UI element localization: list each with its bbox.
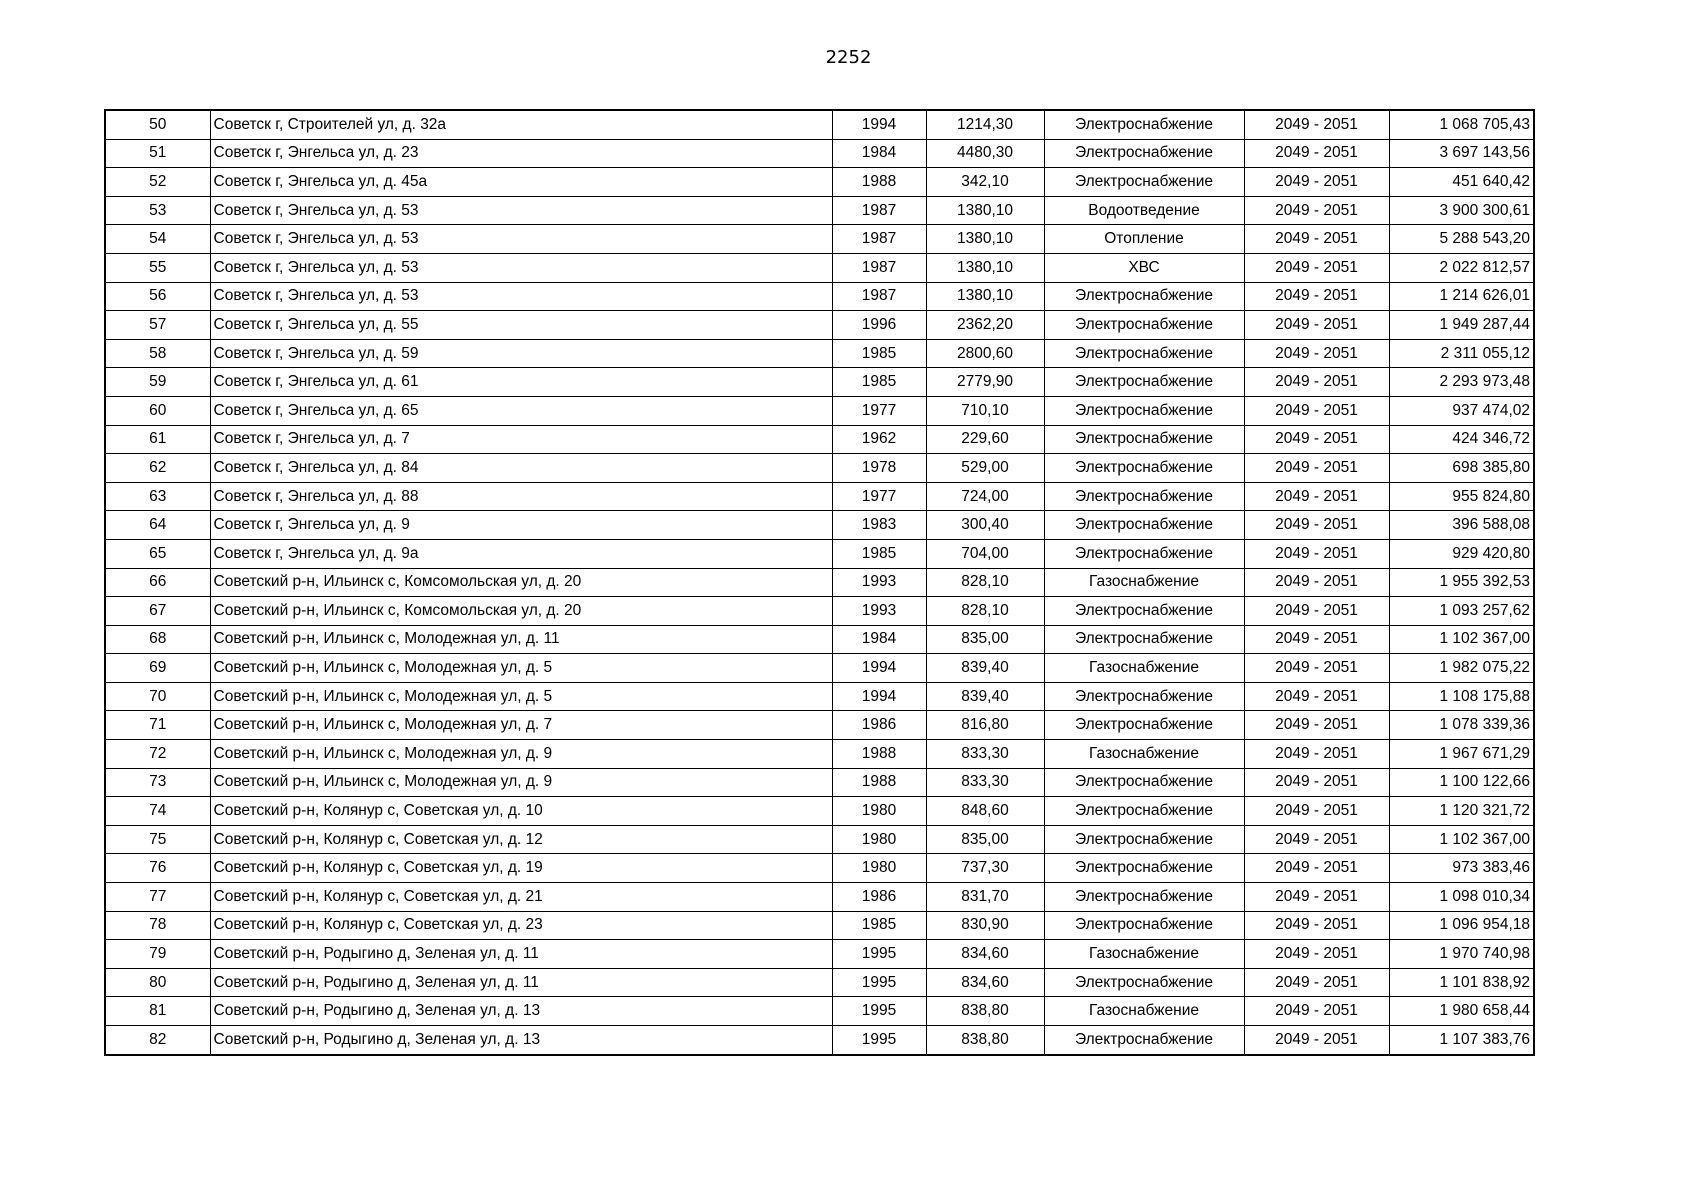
service-type-cell: Электроснабжение [1044,797,1244,826]
period-cell: 2049 - 2051 [1244,253,1389,282]
period-cell: 2049 - 2051 [1244,425,1389,454]
area-cell: 833,30 [926,740,1044,769]
period-cell: 2049 - 2051 [1244,740,1389,769]
address-cell: Советский р-н, Ильинск с, Комсомольская ул, д. 20 [210,568,832,597]
period-cell: 2049 - 2051 [1244,482,1389,511]
area-cell: 2800,60 [926,339,1044,368]
cost-cell: 1 096 954,18 [1389,911,1534,940]
address-cell: Советск г, Строителей ул, д. 32а [210,110,832,139]
area-cell: 830,90 [926,911,1044,940]
build-year-cell: 1988 [832,768,926,797]
table-row [105,539,1534,568]
row-number-cell: 52 [105,168,210,197]
period-cell: 2049 - 2051 [1244,139,1389,168]
period-cell: 2049 - 2051 [1244,825,1389,854]
row-number-cell: 57 [105,311,210,340]
area-cell: 831,70 [926,883,1044,912]
row-number-cell: 76 [105,854,210,883]
area-cell: 1380,10 [926,282,1044,311]
service-type-cell: Электроснабжение [1044,139,1244,168]
address-cell: Советский р-н, Родыгино д, Зеленая ул, д. 13 [210,1026,832,1055]
service-type-cell: Электроснабжение [1044,711,1244,740]
row-number-cell: 73 [105,768,210,797]
build-year-cell: 1985 [832,339,926,368]
cost-cell: 1 214 626,01 [1389,282,1534,311]
period-cell: 2049 - 2051 [1244,568,1389,597]
build-year-cell: 1996 [832,311,926,340]
address-cell: Советск г, Энгельса ул, д. 84 [210,454,832,483]
area-cell: 1214,30 [926,110,1044,139]
cost-cell: 1 101 838,92 [1389,968,1534,997]
table-row [105,454,1534,483]
build-year-cell: 1987 [832,282,926,311]
table-row [105,682,1534,711]
address-cell: Советск г, Энгельса ул, д. 23 [210,139,832,168]
build-year-cell: 1980 [832,854,926,883]
row-number-cell: 67 [105,597,210,626]
build-year-cell: 1977 [832,482,926,511]
cost-cell: 1 078 339,36 [1389,711,1534,740]
row-number-cell: 78 [105,911,210,940]
period-cell: 2049 - 2051 [1244,768,1389,797]
table-row [105,139,1534,168]
area-cell: 4480,30 [926,139,1044,168]
period-cell: 2049 - 2051 [1244,711,1389,740]
address-cell: Советский р-н, Родыгино д, Зеленая ул, д. 13 [210,997,832,1026]
row-number-cell: 75 [105,825,210,854]
table-row [105,940,1534,969]
table-row [105,225,1534,254]
table-row [105,911,1534,940]
build-year-cell: 1984 [832,625,926,654]
service-type-cell: Электроснабжение [1044,368,1244,397]
cost-cell: 396 588,08 [1389,511,1534,540]
service-type-cell: Электроснабжение [1044,682,1244,711]
table-row [105,339,1534,368]
build-year-cell: 1993 [832,597,926,626]
period-cell: 2049 - 2051 [1244,654,1389,683]
table-row [105,797,1534,826]
service-type-cell: Электроснабжение [1044,282,1244,311]
service-type-cell: Электроснабжение [1044,597,1244,626]
cost-cell: 973 383,46 [1389,854,1534,883]
build-year-cell: 1985 [832,539,926,568]
cost-cell: 1 982 075,22 [1389,654,1534,683]
cost-cell: 1 100 122,66 [1389,768,1534,797]
period-cell: 2049 - 2051 [1244,168,1389,197]
row-number-cell: 53 [105,196,210,225]
row-number-cell: 79 [105,940,210,969]
cost-cell: 1 120 321,72 [1389,797,1534,826]
table-body [105,110,1534,1055]
row-number-cell: 51 [105,139,210,168]
table-row [105,568,1534,597]
address-cell: Советский р-н, Колянур с, Советская ул, д. 23 [210,911,832,940]
area-cell: 828,10 [926,597,1044,626]
area-cell: 839,40 [926,654,1044,683]
page-number: 2252 [825,47,872,68]
build-year-cell: 1995 [832,940,926,969]
area-cell: 834,60 [926,940,1044,969]
cost-cell: 1 955 392,53 [1389,568,1534,597]
address-cell: Советск г, Энгельса ул, д. 9а [210,539,832,568]
table-row [105,196,1534,225]
area-cell: 828,10 [926,568,1044,597]
build-year-cell: 1995 [832,968,926,997]
service-type-cell: Газоснабжение [1044,997,1244,1026]
cost-cell: 1 107 383,76 [1389,1026,1534,1055]
service-type-cell: Электроснабжение [1044,168,1244,197]
cost-cell: 424 346,72 [1389,425,1534,454]
row-number-cell: 80 [105,968,210,997]
period-cell: 2049 - 2051 [1244,311,1389,340]
address-cell: Советский р-н, Ильинск с, Молодежная ул, д. 9 [210,768,832,797]
service-type-cell: Электроснабжение [1044,825,1244,854]
address-cell: Советский р-н, Ильинск с, Молодежная ул, д. 5 [210,682,832,711]
row-number-cell: 82 [105,1026,210,1055]
row-number-cell: 62 [105,454,210,483]
cost-cell: 3 900 300,61 [1389,196,1534,225]
cost-cell: 5 288 543,20 [1389,225,1534,254]
area-cell: 835,00 [926,825,1044,854]
cost-cell: 1 098 010,34 [1389,883,1534,912]
service-type-cell: Электроснабжение [1044,482,1244,511]
row-number-cell: 68 [105,625,210,654]
address-cell: Советск г, Энгельса ул, д. 65 [210,396,832,425]
address-cell: Советск г, Энгельса ул, д. 59 [210,339,832,368]
service-type-cell: Электроснабжение [1044,768,1244,797]
repair-schedule-table [104,109,1535,1056]
address-cell: Советск г, Энгельса ул, д. 7 [210,425,832,454]
address-cell: Советск г, Энгельса ул, д. 53 [210,253,832,282]
service-type-cell: Газоснабжение [1044,654,1244,683]
build-year-cell: 1994 [832,110,926,139]
service-type-cell: Электроснабжение [1044,396,1244,425]
row-number-cell: 60 [105,396,210,425]
address-cell: Советский р-н, Родыгино д, Зеленая ул, д. 11 [210,968,832,997]
period-cell: 2049 - 2051 [1244,854,1389,883]
build-year-cell: 1987 [832,225,926,254]
row-number-cell: 66 [105,568,210,597]
address-cell: Советск г, Энгельса ул, д. 88 [210,482,832,511]
row-number-cell: 63 [105,482,210,511]
service-type-cell: Электроснабжение [1044,625,1244,654]
cost-cell: 1 970 740,98 [1389,940,1534,969]
row-number-cell: 64 [105,511,210,540]
table-row [105,311,1534,340]
cost-cell: 1 102 367,00 [1389,625,1534,654]
table-row [105,425,1534,454]
period-cell: 2049 - 2051 [1244,625,1389,654]
address-cell: Советский р-н, Ильинск с, Молодежная ул, д. 11 [210,625,832,654]
cost-cell: 1 980 658,44 [1389,997,1534,1026]
period-cell: 2049 - 2051 [1244,1026,1389,1055]
row-number-cell: 77 [105,883,210,912]
address-cell: Советский р-н, Колянур с, Советская ул, д. 10 [210,797,832,826]
row-number-cell: 55 [105,253,210,282]
cost-cell: 1 949 287,44 [1389,311,1534,340]
period-cell: 2049 - 2051 [1244,911,1389,940]
row-number-cell: 69 [105,654,210,683]
build-year-cell: 1985 [832,368,926,397]
table-row [105,854,1534,883]
row-number-cell: 58 [105,339,210,368]
area-cell: 710,10 [926,396,1044,425]
table-row [105,768,1534,797]
cost-cell: 929 420,80 [1389,539,1534,568]
address-cell: Советский р-н, Родыгино д, Зеленая ул, д. 11 [210,940,832,969]
cost-cell: 955 824,80 [1389,482,1534,511]
table-row [105,740,1534,769]
period-cell: 2049 - 2051 [1244,396,1389,425]
row-number-cell: 59 [105,368,210,397]
period-cell: 2049 - 2051 [1244,368,1389,397]
address-cell: Советский р-н, Ильинск с, Комсомольская ул, д. 20 [210,597,832,626]
area-cell: 2779,90 [926,368,1044,397]
build-year-cell: 1995 [832,1026,926,1055]
address-cell: Советск г, Энгельса ул, д. 53 [210,196,832,225]
service-type-cell: ХВС [1044,253,1244,282]
cost-cell: 698 385,80 [1389,454,1534,483]
service-type-cell: Газоснабжение [1044,568,1244,597]
row-number-cell: 71 [105,711,210,740]
cost-cell: 1 102 367,00 [1389,825,1534,854]
service-type-cell: Отопление [1044,225,1244,254]
area-cell: 724,00 [926,482,1044,511]
table-row [105,1026,1534,1055]
area-cell: 833,30 [926,768,1044,797]
period-cell: 2049 - 2051 [1244,797,1389,826]
service-type-cell: Водоотведение [1044,196,1244,225]
area-cell: 839,40 [926,682,1044,711]
period-cell: 2049 - 2051 [1244,997,1389,1026]
cost-cell: 1 967 671,29 [1389,740,1534,769]
build-year-cell: 1988 [832,740,926,769]
cost-cell: 451 640,42 [1389,168,1534,197]
address-cell: Советский р-н, Ильинск с, Молодежная ул, д. 5 [210,654,832,683]
service-type-cell: Электроснабжение [1044,110,1244,139]
address-cell: Советск г, Энгельса ул, д. 53 [210,225,832,254]
service-type-cell: Электроснабжение [1044,1026,1244,1055]
service-type-cell: Электроснабжение [1044,511,1244,540]
area-cell: 838,80 [926,1026,1044,1055]
period-cell: 2049 - 2051 [1244,682,1389,711]
area-cell: 300,40 [926,511,1044,540]
build-year-cell: 1995 [832,997,926,1026]
area-cell: 704,00 [926,539,1044,568]
address-cell: Советск г, Энгельса ул, д. 61 [210,368,832,397]
row-number-cell: 54 [105,225,210,254]
address-cell: Советский р-н, Ильинск с, Молодежная ул, д. 9 [210,740,832,769]
build-year-cell: 1962 [832,425,926,454]
area-cell: 1380,10 [926,225,1044,254]
build-year-cell: 1987 [832,253,926,282]
build-year-cell: 1987 [832,196,926,225]
service-type-cell: Электроснабжение [1044,311,1244,340]
row-number-cell: 65 [105,539,210,568]
cost-cell: 1 068 705,43 [1389,110,1534,139]
build-year-cell: 1994 [832,654,926,683]
service-type-cell: Электроснабжение [1044,339,1244,368]
table-row [105,368,1534,397]
address-cell: Советский р-н, Колянур с, Советская ул, д. 12 [210,825,832,854]
table-row [105,711,1534,740]
address-cell: Советский р-н, Ильинск с, Молодежная ул, д. 7 [210,711,832,740]
table-row [105,597,1534,626]
period-cell: 2049 - 2051 [1244,225,1389,254]
area-cell: 838,80 [926,997,1044,1026]
period-cell: 2049 - 2051 [1244,968,1389,997]
cost-cell: 2 293 973,48 [1389,368,1534,397]
period-cell: 2049 - 2051 [1244,511,1389,540]
address-cell: Советск г, Энгельса ул, д. 53 [210,282,832,311]
service-type-cell: Электроснабжение [1044,539,1244,568]
row-number-cell: 56 [105,282,210,311]
area-cell: 835,00 [926,625,1044,654]
period-cell: 2049 - 2051 [1244,454,1389,483]
build-year-cell: 1984 [832,139,926,168]
row-number-cell: 61 [105,425,210,454]
service-type-cell: Электроснабжение [1044,883,1244,912]
cost-cell: 937 474,02 [1389,396,1534,425]
row-number-cell: 70 [105,682,210,711]
service-type-cell: Электроснабжение [1044,425,1244,454]
table-row [105,625,1534,654]
table-row [105,654,1534,683]
build-year-cell: 1978 [832,454,926,483]
row-number-cell: 50 [105,110,210,139]
row-number-cell: 72 [105,740,210,769]
cost-cell: 1 108 175,88 [1389,682,1534,711]
address-cell: Советский р-н, Колянур с, Советская ул, д. 21 [210,883,832,912]
table-row [105,511,1534,540]
table-row [105,825,1534,854]
cost-cell: 2 311 055,12 [1389,339,1534,368]
build-year-cell: 1983 [832,511,926,540]
service-type-cell: Электроснабжение [1044,911,1244,940]
area-cell: 342,10 [926,168,1044,197]
period-cell: 2049 - 2051 [1244,339,1389,368]
area-cell: 1380,10 [926,253,1044,282]
period-cell: 2049 - 2051 [1244,110,1389,139]
build-year-cell: 1977 [832,396,926,425]
cost-cell: 3 697 143,56 [1389,139,1534,168]
table-row [105,110,1534,139]
table-row [105,168,1534,197]
build-year-cell: 1986 [832,711,926,740]
build-year-cell: 1986 [832,883,926,912]
build-year-cell: 1988 [832,168,926,197]
period-cell: 2049 - 2051 [1244,539,1389,568]
service-type-cell: Электроснабжение [1044,968,1244,997]
period-cell: 2049 - 2051 [1244,883,1389,912]
row-number-cell: 74 [105,797,210,826]
table-row [105,883,1534,912]
period-cell: 2049 - 2051 [1244,940,1389,969]
area-cell: 848,60 [926,797,1044,826]
service-type-cell: Электроснабжение [1044,854,1244,883]
service-type-cell: Газоснабжение [1044,940,1244,969]
area-cell: 1380,10 [926,196,1044,225]
area-cell: 529,00 [926,454,1044,483]
build-year-cell: 1985 [832,911,926,940]
area-cell: 737,30 [926,854,1044,883]
period-cell: 2049 - 2051 [1244,282,1389,311]
build-year-cell: 1980 [832,797,926,826]
cost-cell: 1 093 257,62 [1389,597,1534,626]
table-row [105,968,1534,997]
service-type-cell: Электроснабжение [1044,454,1244,483]
area-cell: 816,80 [926,711,1044,740]
area-cell: 229,60 [926,425,1044,454]
period-cell: 2049 - 2051 [1244,196,1389,225]
cost-cell: 2 022 812,57 [1389,253,1534,282]
area-cell: 2362,20 [926,311,1044,340]
address-cell: Советск г, Энгельса ул, д. 45а [210,168,832,197]
period-cell: 2049 - 2051 [1244,597,1389,626]
address-cell: Советский р-н, Колянур с, Советская ул, д. 19 [210,854,832,883]
table-row [105,482,1534,511]
area-cell: 834,60 [926,968,1044,997]
service-type-cell: Газоснабжение [1044,740,1244,769]
address-cell: Советск г, Энгельса ул, д. 55 [210,311,832,340]
build-year-cell: 1993 [832,568,926,597]
table-row [105,253,1534,282]
row-number-cell: 81 [105,997,210,1026]
table-row [105,282,1534,311]
build-year-cell: 1980 [832,825,926,854]
address-cell: Советск г, Энгельса ул, д. 9 [210,511,832,540]
table-row [105,997,1534,1026]
table-row [105,396,1534,425]
build-year-cell: 1994 [832,682,926,711]
